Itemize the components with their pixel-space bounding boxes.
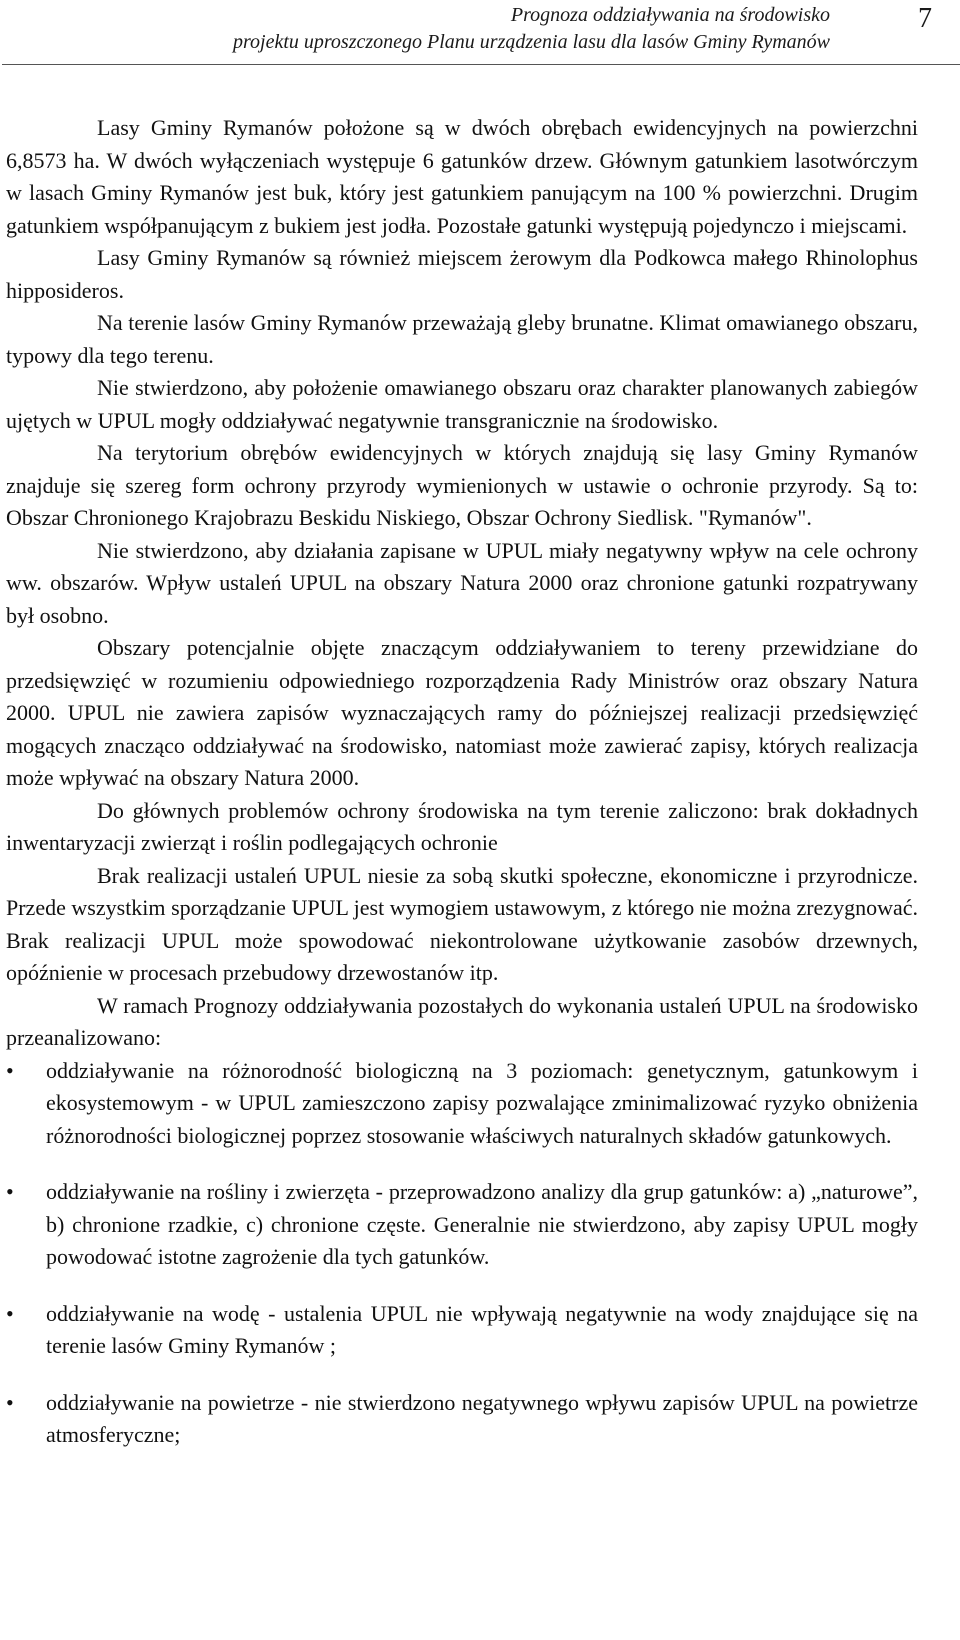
bullet-marker: •	[6, 1300, 14, 1326]
bullet-marker: •	[6, 1057, 14, 1083]
page-header	[0, 0, 960, 64]
page-number: 7	[918, 3, 932, 34]
paragraph-transboundary: Nie stwierdzono, aby położenie omawianego obszaru oraz charakter planowanych zabiegów ujętych w UPUL mogły oddziaływać negatywnie transgranicznie na środowisko.	[6, 375, 918, 433]
list-item-air	[6, 1387, 918, 1452]
paragraph-analysis-intro: W ramach Prognozy oddziaływania pozostałych do wykonania ustaleń UPUL na środowisko przeanalizowano:	[6, 992, 918, 1050]
impact-analysis-list	[6, 1055, 918, 1452]
list-item-text: oddziaływanie na powietrze - nie stwierdzono negatywnego wpływu zapisów UPUL na powietrze atmosferyczne;	[46, 1389, 918, 1447]
header-divider	[2, 64, 960, 65]
list-item-text: oddziaływanie na rośliny i zwierzęta - przeprowadzono analizy dla grup gatunków: a) „naturowe”, b) chronione rzadkie, c) chronione częste. Generalnie nie stwierdzono, aby zapisy UPUL mogły powodować istotne zagrożenie dla tych gatunków.	[46, 1179, 918, 1269]
paragraph-no-implementation: Brak realizacji ustaleń UPUL niesie za sobą skutki społeczne, ekonomiczne i przyrodnicze. Przede wszystkim sporządzanie UPUL jest wymogiem ustawowym, z którego nie można zrezygnować. Brak realizacji UPUL może spowodować niekontrolowane użytkowanie zasobów drzewnych, opóźnienie w procesach przebudowy drzewostanów itp.	[6, 862, 918, 985]
header-title-block	[233, 2, 830, 56]
paragraph-main-problems: Do głównych problemów ochrony środowiska na tym terenie zaliczono: brak dokładnych inwentaryzacji zwierząt i roślin podlegających ochronie	[6, 797, 918, 855]
list-item-text: oddziaływanie na różnorodność biologiczną na 3 poziomach: genetycznym, gatunkowym i ekosystemowym - w UPUL zamieszczono zapisy pozwalające zminimalizować ryzyko obniżenia różnorodności biologicznej poprzez stosowanie właściwych naturalnych składów gatunkowych.	[46, 1057, 918, 1148]
list-item-text: oddziaływanie na wodę - ustalenia UPUL nie wpływają negatywnie na wody znajdujące się na terenie lasów Gminy Rymanów ;	[46, 1300, 918, 1358]
paragraph-bat-habitat: Lasy Gminy Rymanów są również miejscem żerowym dla Podkowca małego Rhinolophus hipposideros.	[6, 245, 918, 303]
paragraph-forest-species: Lasy Gminy Rymanów położone są w dwóch obrębach ewidencyjnych na powierzchni 6,8573 ha. W dwóch wyłączeniach występuje 6 gatunków drzew. Głównym gatunkiem lasotwórczym w lasach Gminy Rymanów jest buk, który jest gatunkiem panującym na 100 % powierzchni. Drugim gatunkiem współpanującym z bukiem jest jodła. Pozostałe gatunki występują pojedynczo i miejscami.	[6, 115, 918, 238]
paragraph-nature-protection: Na terytorium obrębów ewidencyjnych w których znajdują się lasy Gminy Rymanów znajduje się szereg form ochrony przyrody wymienionych w ustawie o ochronie przyrody. Są to: Obszar Chronionego Krajobrazu Beskidu Niskiego, Obszar Ochrony Siedlisk. "Rymanów".	[6, 440, 918, 530]
bullet-marker: •	[6, 1389, 14, 1415]
list-item-biodiversity	[6, 1055, 918, 1153]
paragraph-soils-climate: Na terenie lasów Gminy Rymanów przeważają gleby brunatne. Klimat omawianego obszaru, typowy dla tego terenu.	[6, 310, 918, 368]
header-title-line-1: Prognoza oddziaływania na środowisko	[510, 4, 830, 26]
bullet-marker: •	[6, 1179, 14, 1204]
list-item-plants-animals	[6, 1176, 918, 1274]
paragraph-significant-impact-areas: Obszary potencjalnie objęte znaczącym oddziaływaniem to tereny przewidziane do przedsięwzięć w rozumieniu odpowiedniego rozporządzenia Rady Ministrów oraz obszary Natura 2000. UPUL nie zawiera zapisów wyznaczających ramy do późniejszej realizacji przedsięwzięć mogących znacząco oddziaływać na środowisko, natomiast może zawierać zapisy, których realizacja może wpływać na obszary Natura 2000.	[6, 635, 918, 790]
document-body	[6, 112, 918, 1452]
list-item-water	[6, 1298, 918, 1363]
header-title-line-2: projektu uproszczonego Planu urządzenia lasu dla lasów Gminy Rymanów	[232, 31, 830, 53]
paragraph-protected-areas-impact: Nie stwierdzono, aby działania zapisane w UPUL miały negatywny wpływ na cele ochrony ww. obszarów. Wpływ ustaleń UPUL na obszary Natura 2000 oraz chronione gatunki rozpatrywany był osobno.	[6, 537, 918, 628]
